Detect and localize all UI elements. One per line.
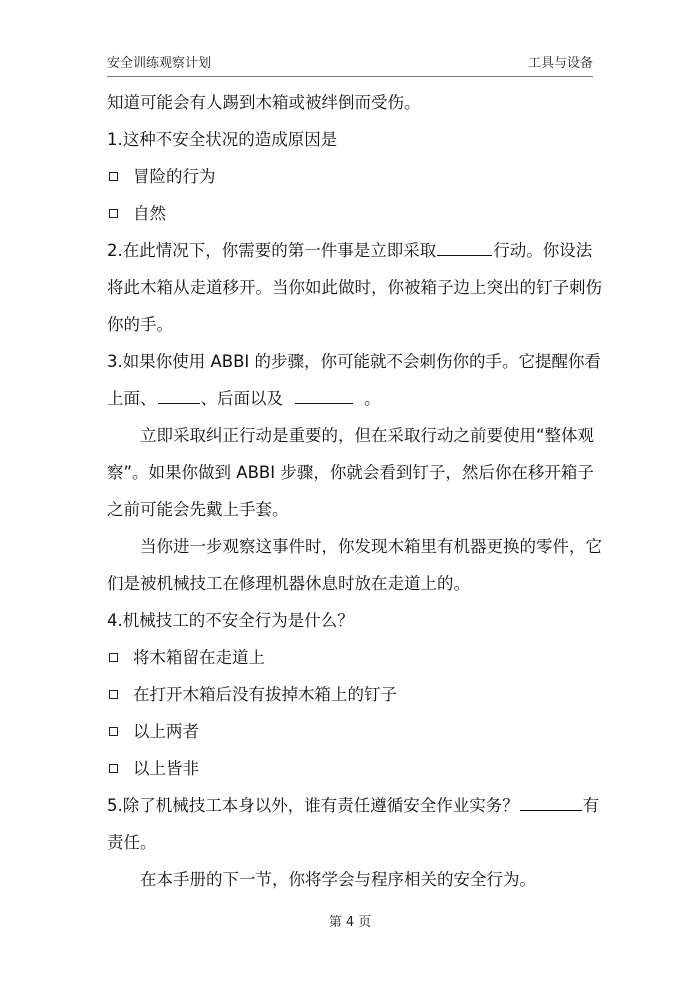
checkbox-icon[interactable] (109, 653, 118, 662)
paragraph-line: 知道可能会有人踢到木箱或被绊倒而受伤。 (107, 93, 421, 112)
question-text: 、后面以及 (200, 389, 283, 408)
document-body (107, 84, 602, 898)
question-text: 2.在此情况下，你需要的第一件事是立即采取 (107, 241, 437, 260)
checkbox-icon[interactable] (109, 690, 118, 699)
paragraph-line: 将此木箱从走道移开。当你如此做时，你被箱子边上突出的钉子刺伤 (107, 278, 602, 297)
option-item[interactable] (107, 676, 597, 713)
question-5 (107, 787, 600, 824)
option-label: 在打开木箱后没有拔掉木箱上的钉子 (133, 685, 397, 704)
checkbox-icon[interactable] (109, 764, 118, 773)
checkbox-icon[interactable] (109, 172, 118, 181)
paragraph-line: 在本手册的下一节，你将学会与程序相关的安全行为。 (140, 870, 536, 889)
option-label: 自然 (133, 204, 166, 223)
paragraph-line: 责任。 (107, 833, 157, 852)
question-3: 3.如果你使用 ABBI 的步骤，你可能就不会刺伤你的手。它提醒你看 (107, 352, 602, 371)
fill-blank[interactable] (437, 238, 492, 256)
option-item[interactable] (107, 750, 597, 787)
question-text: 行动。你设法 (493, 241, 593, 260)
paragraph-line: 察”。如果你做到 ABBI 步骤，你就会看到钉子，然后你在移开箱子 (107, 463, 594, 482)
question-4: 4.机械技工的不安全行为是什么？ (107, 611, 354, 630)
question-text: 有 (582, 796, 600, 815)
question-3-line-2 (107, 380, 597, 417)
option-label: 冒险的行为 (133, 167, 216, 186)
header-title: 安全训练观察计划 (107, 56, 212, 71)
option-label: 以上皆非 (133, 759, 199, 778)
paragraph-line: 当你进一步观察这事件时，你发现木箱里有机器更换的零件，它 (140, 537, 602, 556)
option-label: 以上两者 (133, 722, 199, 741)
page-number: 第 4 页 (328, 915, 372, 930)
paragraph-line: 你的手。 (107, 315, 173, 334)
question-text: 5.除了机械技工本身以外，谁有责任遵循安全作业实务？ (107, 796, 519, 815)
header-section: 工具与设备 (527, 56, 593, 71)
question-1: 1.这种不安全状况的造成原因是 (107, 130, 338, 149)
option-item[interactable] (107, 158, 597, 195)
option-label: 将木箱留在走道上 (133, 648, 265, 667)
fill-blank[interactable] (520, 793, 582, 811)
checkbox-icon[interactable] (109, 727, 118, 736)
question-2 (107, 232, 597, 269)
question-text: 。 (364, 389, 381, 408)
option-item[interactable] (107, 195, 597, 232)
paragraph-line: 们是被机械技工在修理机器休息时放在走道上的。 (107, 574, 470, 593)
fill-blank[interactable] (295, 386, 353, 404)
page-header (107, 52, 593, 77)
checkbox-icon[interactable] (109, 209, 118, 218)
fill-blank[interactable] (158, 386, 200, 404)
paragraph-line: 之前可能会先戴上手套。 (107, 500, 289, 519)
option-item[interactable] (107, 713, 597, 750)
option-item[interactable] (107, 639, 597, 676)
question-text: 上面、 (107, 389, 157, 408)
paragraph-line: 立即采取纠正行动是重要的，但在采取行动之前要使用“整体观 (140, 426, 595, 445)
